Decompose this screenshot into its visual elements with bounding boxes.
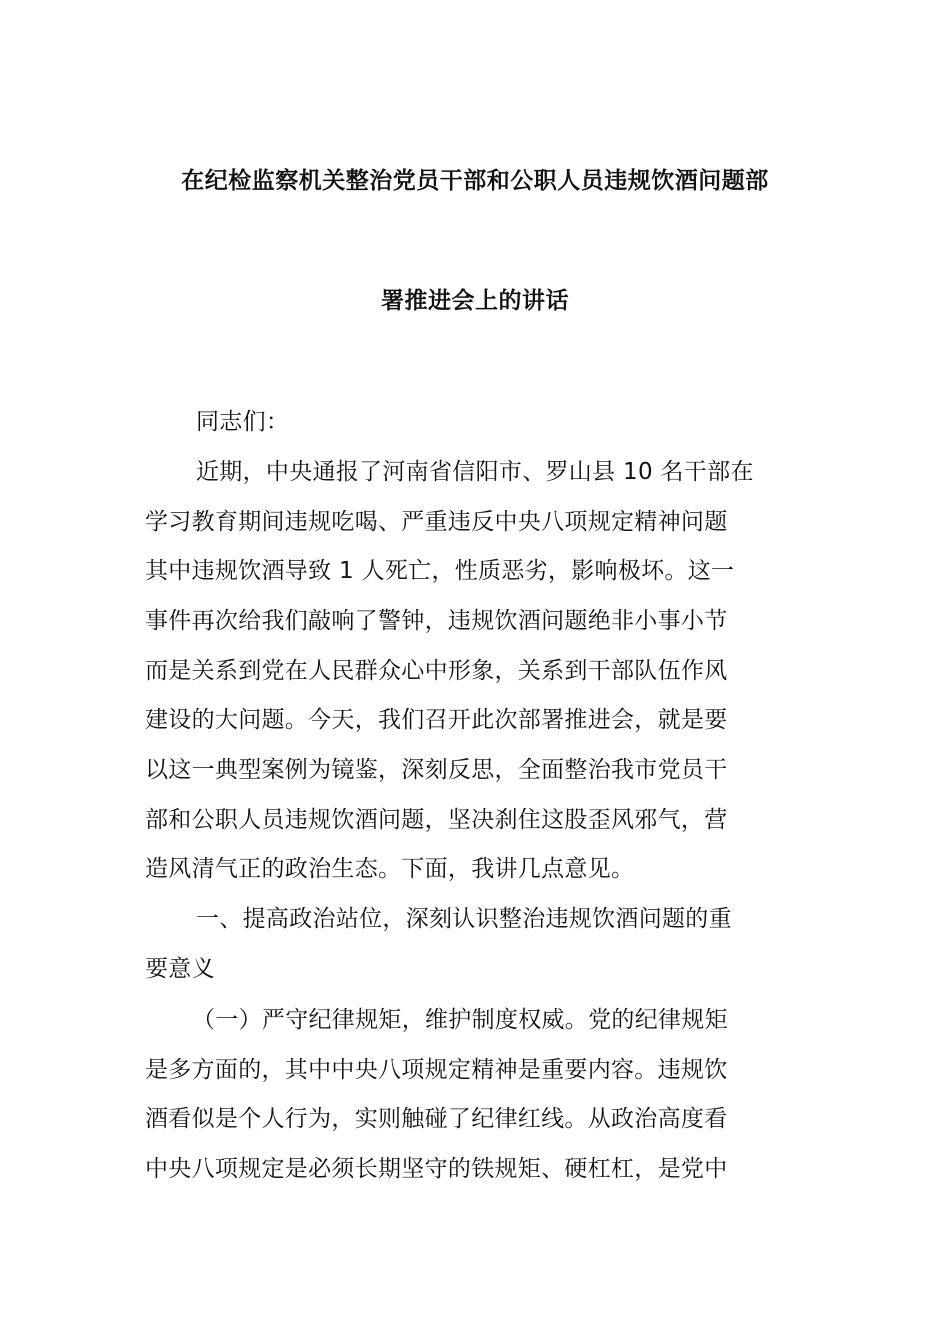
body-line: 近期，中央通报了河南省信阳市、罗山县 10 名干部在 xyxy=(196,459,754,485)
body-line: 其中违规饮酒导致 1 人死亡，性质恶劣，影响极坏。这一 xyxy=(145,558,735,584)
body-line: 事件再次给我们敲响了警钟，违规饮酒问题绝非小事小节 xyxy=(145,608,728,634)
section-heading-line: 要意义 xyxy=(145,956,215,982)
body-line: 以这一典型案例为镜鉴，深刻反思，全面整治我市党员干 xyxy=(145,757,728,783)
body-line: 部和公职人员违规饮酒问题，坚决刹住这股歪风邪气，营 xyxy=(145,807,728,833)
body-line: 造风清气正的政治生态。下面，我讲几点意见。 xyxy=(145,856,635,882)
salutation: 同志们： xyxy=(196,409,290,435)
subsection-line: （一）严守纪律规矩，维护制度权威。党的纪律规矩 xyxy=(192,1007,728,1033)
body-line: 是多方面的，其中中央八项规定精神是重要内容。违规饮 xyxy=(145,1057,728,1083)
document-title-line-2: 署推进会上的讲话 xyxy=(381,288,569,314)
body-line: 中央八项规定是必须长期坚守的铁规矩、硬杠杠，是党中 xyxy=(145,1156,728,1182)
body-line: 学习教育期间违规吃喝、严重违反中央八项规定精神问题 xyxy=(145,509,728,535)
body-line: 酒看似是个人行为，实则触碰了纪律红线。从政治高度看 xyxy=(145,1106,728,1132)
body-line: 而是关系到党在人民群众心中形象，关系到干部队伍作风 xyxy=(145,658,728,684)
section-heading-line: 一、提高政治站位，深刻认识整治违规饮酒问题的重 xyxy=(196,906,732,932)
body-line: 建设的大问题。今天，我们召开此次部署推进会，就是要 xyxy=(145,707,728,733)
document-title-line-1: 在纪检监察机关整治党员干部和公职人员违规饮酒问题部 xyxy=(181,168,769,194)
